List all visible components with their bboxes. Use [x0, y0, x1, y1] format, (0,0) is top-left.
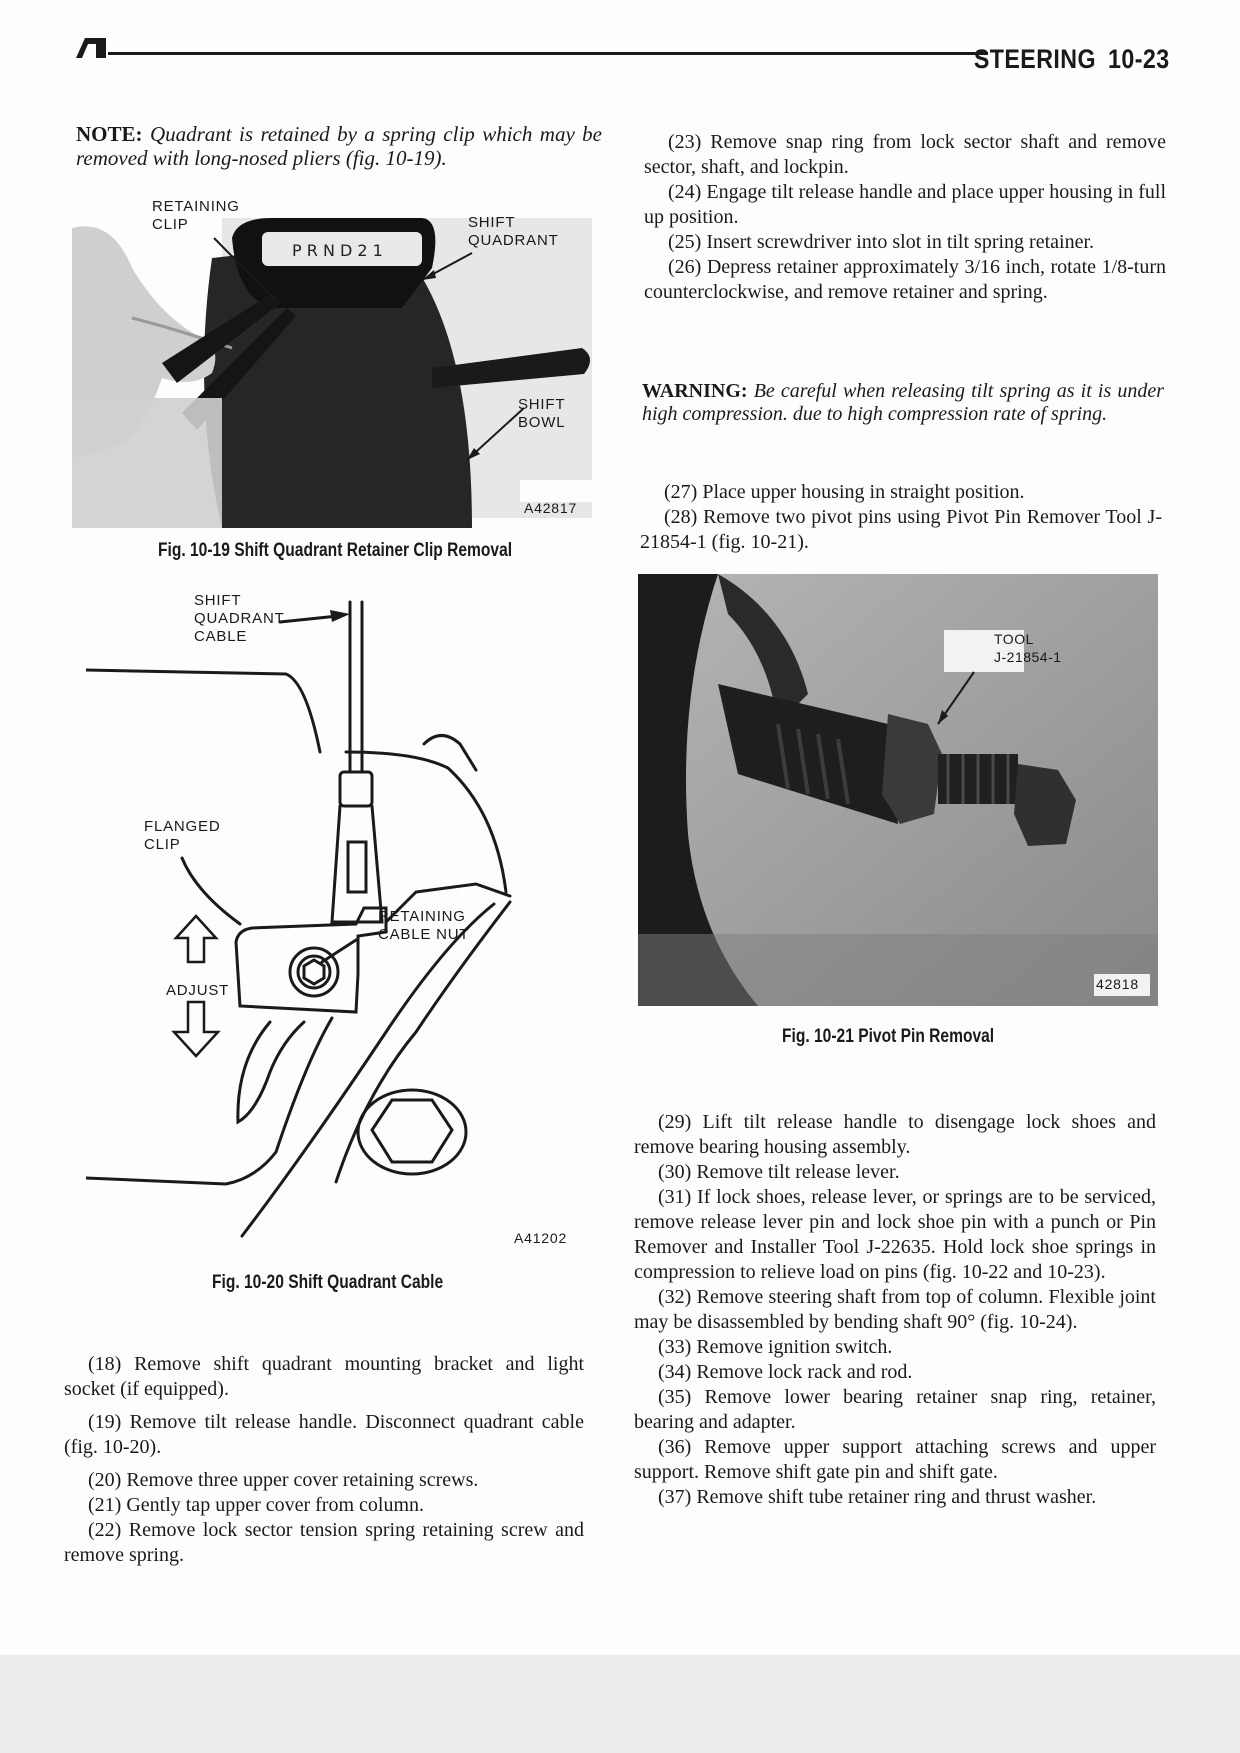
svg-text:P R N D 2 1: P R N D 2 1 — [292, 241, 383, 260]
fig-10-21-caption: Fig. 10-21 Pivot Pin Removal — [782, 1026, 995, 1047]
step-21: (21) Gently tap upper cover from column. — [88, 1494, 425, 1516]
step-28: (28) Remove two pivot pins using Pivot Pin Remover Tool J-21854-1 (fig. 10-21). — [640, 506, 1162, 553]
step-29: (29) Lift tilt release handle to disengage lock shoes and remove bearing housing assembly. — [634, 1111, 1156, 1158]
step-18: (18) Remove shift quadrant mounting bracket and light socket (if equipped). — [64, 1353, 584, 1400]
label-flanged-clip: FLANGED CLIP — [144, 818, 221, 853]
label-shift-quadrant: SHIFT QUADRANT — [468, 214, 559, 249]
fig-10-19-caption: Fig. 10-19 Shift Quadrant Retainer Clip Removal — [158, 540, 513, 561]
page-header — [974, 44, 1170, 75]
pivot-pin-removal-photo — [638, 574, 1158, 1006]
label-retaining-cable-nut: RETAINING CABLE NUT — [378, 908, 470, 943]
step-20: (20) Remove three upper cover retaining screws. — [88, 1469, 479, 1491]
figure-10-21 — [638, 574, 1158, 1006]
step-25: (25) Insert screwdriver into slot in tilt spring retainer. — [668, 231, 1095, 253]
step-32: (32) Remove steering shaft from top of column. Flexible joint may be disassembled by bending shaft 90° (fig. 10-24). — [634, 1286, 1156, 1333]
warning-label: WARNING: — [642, 380, 748, 402]
warning-block — [642, 380, 1164, 426]
step-37: (37) Remove shift tube retainer ring and thrust washer. — [658, 1486, 1097, 1508]
note-text: Quadrant is retained by a spring clip which may be removed with long-nosed pliers (fig. 10-19). — [76, 122, 603, 170]
photo-number-a42817: A42817 — [524, 500, 578, 516]
step-33: (33) Remove ignition switch. — [658, 1336, 893, 1358]
left-steps — [64, 1352, 584, 1568]
header-rule — [108, 52, 988, 55]
step-36: (36) Remove upper support attaching screws and upper support. Remove shift gate pin and shift gate. — [634, 1436, 1156, 1483]
step-30: (30) Remove tilt release lever. — [658, 1161, 900, 1183]
section-title: STEERING — [974, 44, 1097, 74]
step-19: (19) Remove tilt release handle. Disconnect quadrant cable (fig. 10-20). — [64, 1411, 584, 1458]
page-number: 10-23 — [1108, 44, 1170, 74]
note-label: NOTE: — [76, 122, 143, 146]
section-logo-icon — [76, 38, 106, 58]
step-22: (22) Remove lock sector tension spring retaining screw and remove spring. — [64, 1519, 584, 1566]
step-26: (26) Depress retainer approximately 3/16 inch, rotate 1/8-turn counterclockwise, and remove retainer and spring. — [644, 256, 1166, 303]
label-retaining-clip: RETAINING CLIP — [152, 198, 240, 233]
step-34: (34) Remove lock rack and rod. — [658, 1361, 913, 1383]
shift-quadrant-cable-drawing — [86, 592, 606, 1244]
step-24: (24) Engage tilt release handle and place upper housing in full up position. — [644, 181, 1166, 228]
page-bottom-margin — [0, 1655, 1240, 1753]
step-31: (31) If lock shoes, release lever, or springs are to be serviced, remove release lever pin and lock shoe pin with a punch or Pin Remover and Installer Tool J-22635. Hold lock shoe springs in compression to relieve load on pins (fig. 10-22 and 10-23). — [634, 1186, 1156, 1283]
figure-10-20 — [86, 592, 606, 1244]
fig-10-20-caption: Fig. 10-20 Shift Quadrant Cable — [212, 1272, 444, 1293]
step-27: (27) Place upper housing in straight position. — [664, 481, 1025, 503]
photo-number-42818: 42818 — [1096, 976, 1139, 992]
warning-text: Be careful when releasing tilt spring as it is under high compression. due to high compression rate of spring. — [642, 380, 1165, 425]
label-shift-quadrant-cable: SHIFT QUADRANT CABLE — [194, 592, 285, 645]
label-tool-j-21854-1: TOOL J-21854-1 — [994, 631, 1062, 665]
right-steps-a — [644, 130, 1166, 305]
label-shift-bowl: SHIFT BOWL — [518, 396, 566, 431]
note-block — [76, 122, 602, 170]
drawing-number-a41202: A41202 — [514, 1230, 568, 1246]
step-23: (23) Remove snap ring from lock sector shaft and remove sector, shaft, and lockpin. — [644, 131, 1166, 178]
step-35: (35) Remove lower bearing retainer snap ring, retainer, bearing and adapter. — [634, 1386, 1156, 1433]
label-adjust: ADJUST — [166, 982, 230, 999]
right-steps-c — [634, 1110, 1156, 1510]
right-steps-b — [640, 480, 1162, 555]
figure-10-19 — [72, 198, 602, 528]
